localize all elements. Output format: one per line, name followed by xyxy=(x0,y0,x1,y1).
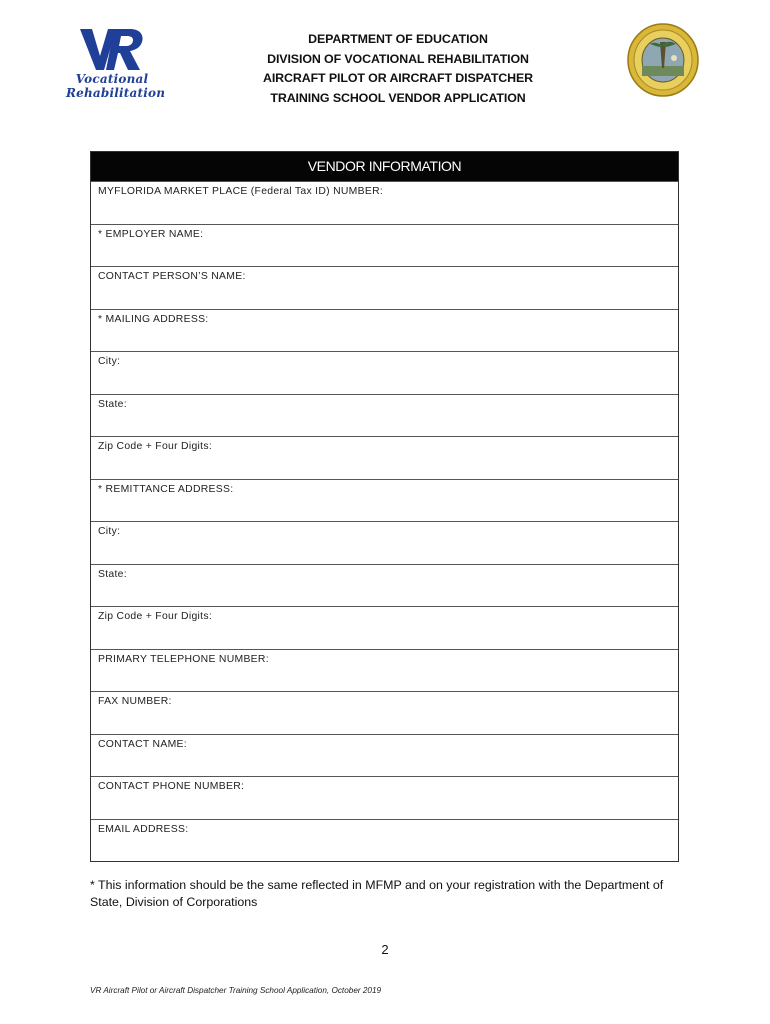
field-fax-number[interactable]: FAX NUMBER: xyxy=(91,691,678,734)
document-title xyxy=(220,30,576,108)
field-mailing-state[interactable]: State: xyxy=(91,394,678,437)
field-remittance-address[interactable]: * REMITTANCE ADDRESS: xyxy=(91,479,678,522)
field-contact-phone[interactable]: CONTACT PHONE NUMBER: xyxy=(91,776,678,819)
field-remittance-state[interactable]: State: xyxy=(91,564,678,607)
page-footer: VR Aircraft Pilot or Aircraft Dispatcher Training School Application, October 2019 xyxy=(90,986,382,995)
page-number: 2 xyxy=(381,942,389,957)
vendor-information-form xyxy=(90,151,679,862)
field-mailing-city[interactable]: City: xyxy=(91,351,678,394)
field-remittance-city[interactable]: City: xyxy=(91,521,678,564)
footnote: * This information should be the same reflected in MFMP and on your registration with the Department of State, Division of Corporations xyxy=(90,878,664,909)
field-mailing-address[interactable]: * MAILING ADDRESS: xyxy=(91,309,678,352)
logo-text-rehabilitation: Rehabilitation xyxy=(66,86,166,100)
field-mailing-zip[interactable]: Zip Code + Four Digits: xyxy=(91,436,678,479)
field-mfmp-number[interactable]: MYFLORIDA MARKET PLACE (Federal Tax ID) NUMBER: xyxy=(91,181,678,224)
field-contact-name[interactable]: CONTACT NAME: xyxy=(91,734,678,777)
state-seal-icon xyxy=(626,22,700,98)
field-contact-person-name[interactable]: CONTACT PERSON’S NAME: xyxy=(91,266,678,309)
field-remittance-zip[interactable]: Zip Code + Four Digits: xyxy=(91,606,678,649)
title-line-2: DIVISION OF VOCATIONAL REHABILITATION xyxy=(267,51,529,66)
title-line-4: TRAINING SCHOOL VENDOR APPLICATION xyxy=(270,90,526,105)
title-line-1: DEPARTMENT OF EDUCATION xyxy=(308,32,488,46)
field-employer-name[interactable]: * EMPLOYER NAME: xyxy=(91,224,678,267)
logo-text-vocational: Vocational xyxy=(75,72,149,86)
title-line-3: AIRCRAFT PILOT OR AIRCRAFT DISPATCHER xyxy=(262,71,534,85)
vr-logo-icon xyxy=(78,26,146,72)
field-email-address[interactable]: EMAIL ADDRESS: xyxy=(91,819,678,862)
vr-logo xyxy=(66,26,166,102)
form-section-title: VENDOR INFORMATION xyxy=(91,152,678,181)
field-primary-telephone[interactable]: PRIMARY TELEPHONE NUMBER: xyxy=(91,649,678,692)
